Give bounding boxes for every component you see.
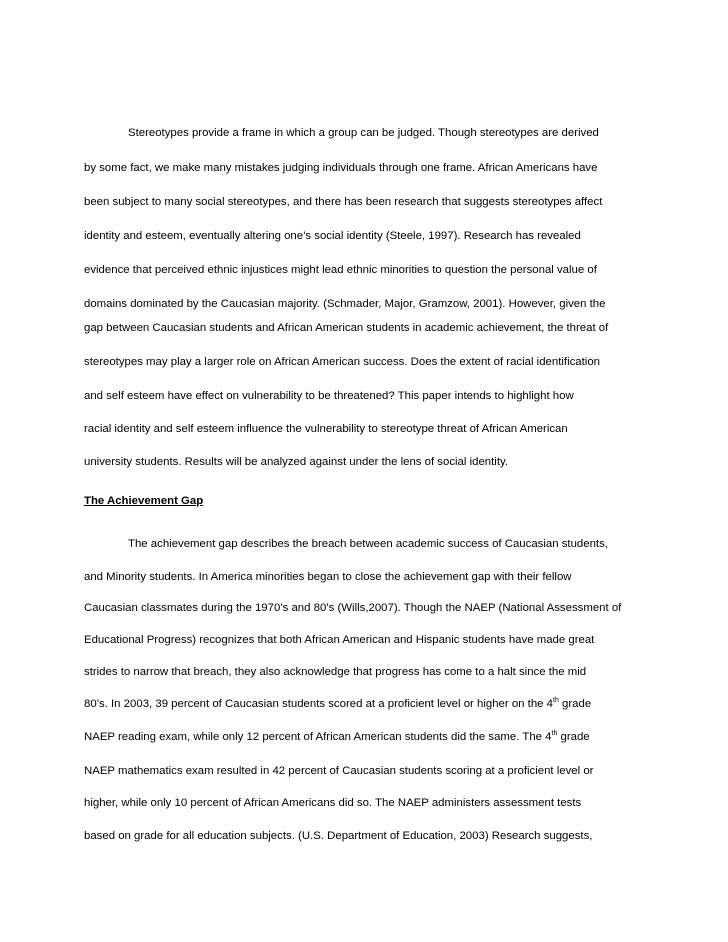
- paragraph2-line-6-tail: grade: [558, 698, 592, 710]
- paragraph1-line-10: racial identity and self esteem influence the vulnerability to stereotype threat of African American: [84, 423, 568, 435]
- paragraph1-line-2: by some fact, we make many mistakes judging individuals through one frame. African Americans have: [84, 162, 598, 174]
- paragraph1-line-6: domains dominated by the Caucasian majority. (Schmader, Major, Gramzow, 2001). However, given the: [84, 298, 606, 310]
- paragraph1-line-5: evidence that perceived ethnic injustices might lead ethnic minorities to question the personal value of: [84, 264, 597, 276]
- paragraph2-line-6-text: 80’s. In 2003, 39 percent of Caucasian students scored at a proficient level or higher on the 4: [84, 698, 554, 710]
- paragraph1-line-8: stereotypes may play a larger role on African American success. Does the extent of racial identification: [84, 356, 600, 368]
- superscript-ordinal: th: [553, 697, 559, 704]
- paragraph2-line-3: Caucasian classmates during the 1970’s and 80’s (Wills,2007). Though the NAEP (National Assessment of: [84, 602, 622, 614]
- paragraph2-line-6: [84, 697, 591, 711]
- paragraph1-line-7: gap between Caucasian students and African American students in academic achievement, the threat of: [84, 322, 609, 334]
- section-heading: The Achievement Gap: [84, 495, 204, 507]
- paragraph2-line-8: NAEP mathematics exam resulted in 42 percent of Caucasian students scoring at a proficient level or: [84, 765, 594, 777]
- paragraph1-line-4: identity and esteem, eventually altering one’s social identity (Steele, 1997). Research has revealed: [84, 230, 581, 242]
- paragraph1-line-9: and self esteem have effect on vulnerability to be threatened? This paper intends to highlight how: [84, 390, 574, 402]
- paragraph2-line-1: The achievement gap describes the breach between academic success of Caucasian students,: [128, 538, 608, 550]
- superscript-ordinal: th: [551, 730, 558, 737]
- paragraph2-line-9: higher, while only 10 percent of African Americans did so. The NAEP administers assessment tests: [84, 797, 582, 809]
- paragraph1-line-11: university students. Results will be analyzed against under the lens of social identity.: [84, 456, 509, 468]
- paragraph2-line-5: strides to narrow that breach, they also acknowledge that progress has come to a halt since the mid: [84, 666, 587, 678]
- paragraph2-line-7: [84, 730, 590, 744]
- paragraph1-line-1: Stereotypes provide a frame in which a group can be judged. Though stereotypes are derived: [128, 127, 599, 139]
- paragraph2-line-4: Educational Progress) recognizes that both African American and Hispanic students have made great: [84, 634, 595, 646]
- paragraph1-line-3: been subject to many social stereotypes, and there has been research that suggests stereotypes affect: [84, 196, 603, 208]
- paragraph2-line-7-tail: grade: [557, 731, 590, 743]
- paragraph2-line-7-text: NAEP reading exam, while only 12 percent of African American students did the same. The 4: [84, 731, 552, 743]
- paragraph2-line-2: and Minority students. In America minorities began to close the achievement gap with their fellow: [84, 571, 572, 583]
- paragraph2-line-10: based on grade for all education subjects. (U.S. Department of Education, 2003) Research suggests,: [84, 830, 593, 842]
